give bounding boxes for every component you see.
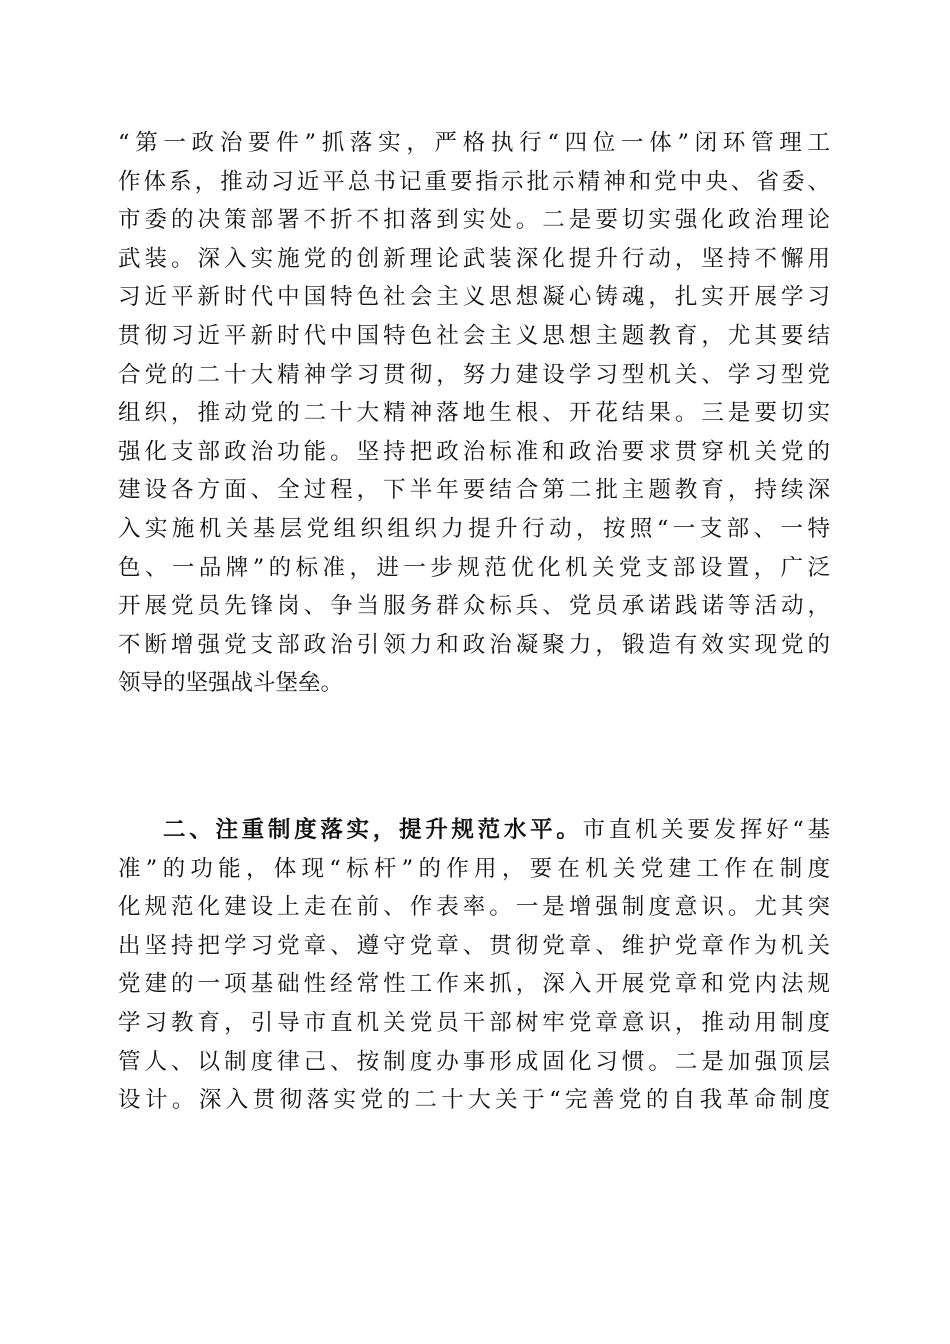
text-line: 合党的二十大精神学习贯彻，努力建设学习型机关、学习型党 xyxy=(118,361,830,388)
text-line: 建设各方面、全过程，下半年要结合第二批主题教育，持续深 xyxy=(118,477,830,504)
text-line: 贯彻习近平新时代中国特色社会主义思想主题教育，尤其要结 xyxy=(118,322,830,349)
text-line: 作体系，推动习近平总书记重要指示批示精神和党中央、省委、 xyxy=(118,168,830,195)
text-line: 组织，推动党的二十大精神落地生根、开花结果。三是要切实 xyxy=(118,400,830,427)
text-line: 领导的坚强战斗堡垒。 xyxy=(118,670,344,697)
text-line: “第一政治要件”抓落实，严格执行“四位一体”闭环管理工 xyxy=(118,130,830,156)
text-line: 出坚持把学习党章、遵守党章、贯彻党章、维护党章作为机关 xyxy=(118,932,830,959)
text-line: 开展党员先锋岗、争当服务群众标兵、党员承诺践诺等活动， xyxy=(118,593,830,620)
text-line: 党建的一项基础性经常性工作来抓，深入开展党章和党内法规 xyxy=(118,971,830,998)
text-line: 化规范化建设上走在前、作表率。一是增强制度意识。尤其突 xyxy=(118,894,830,921)
text-line: 管人、以制度律己、按制度办事形成固化习惯。二是加强顶层 xyxy=(118,1048,830,1075)
section-heading: 二、注重制度落实，提升规范水平。 xyxy=(163,817,583,843)
section-first-line-text: 市直机关要发挥好“基 xyxy=(582,817,830,843)
paragraph-continued xyxy=(118,124,830,703)
text-line: 市委的决策部署不折不扣落到实处。二是要切实强化政治理论 xyxy=(118,207,830,234)
text-line: 武装。深入实施党的创新理论武装深化提升行动，坚持不懈用 xyxy=(118,245,830,272)
text-line: 强化支部政治功能。坚持把政治标准和政治要求贯穿机关党的 xyxy=(118,438,830,465)
text-line: 习近平新时代中国特色社会主义思想凝心铸魂，扎实开展学习 xyxy=(118,284,830,311)
text-line: 色、一品牌”的标准，进一步规范优化机关党支部设置，广泛 xyxy=(118,554,830,581)
text-line: 不断增强党支部政治引领力和政治凝聚力，锻造有效实现党的 xyxy=(118,631,830,658)
text-line: 入实施机关基层党组织组织力提升行动，按照“一支部、一特 xyxy=(118,515,830,542)
text-line: 学习教育，引导市直机关党员干部树牢党章意识，推动用制度 xyxy=(118,1009,830,1036)
text-line: 设计。深入贯彻落实党的二十大关于“完善党的自我革命制度 xyxy=(118,1087,830,1114)
paragraph-section-two xyxy=(118,811,830,1120)
section-first-line xyxy=(118,811,830,850)
text-line: 准”的功能，体现“标杆”的作用，要在机关党建工作在制度 xyxy=(118,855,830,882)
